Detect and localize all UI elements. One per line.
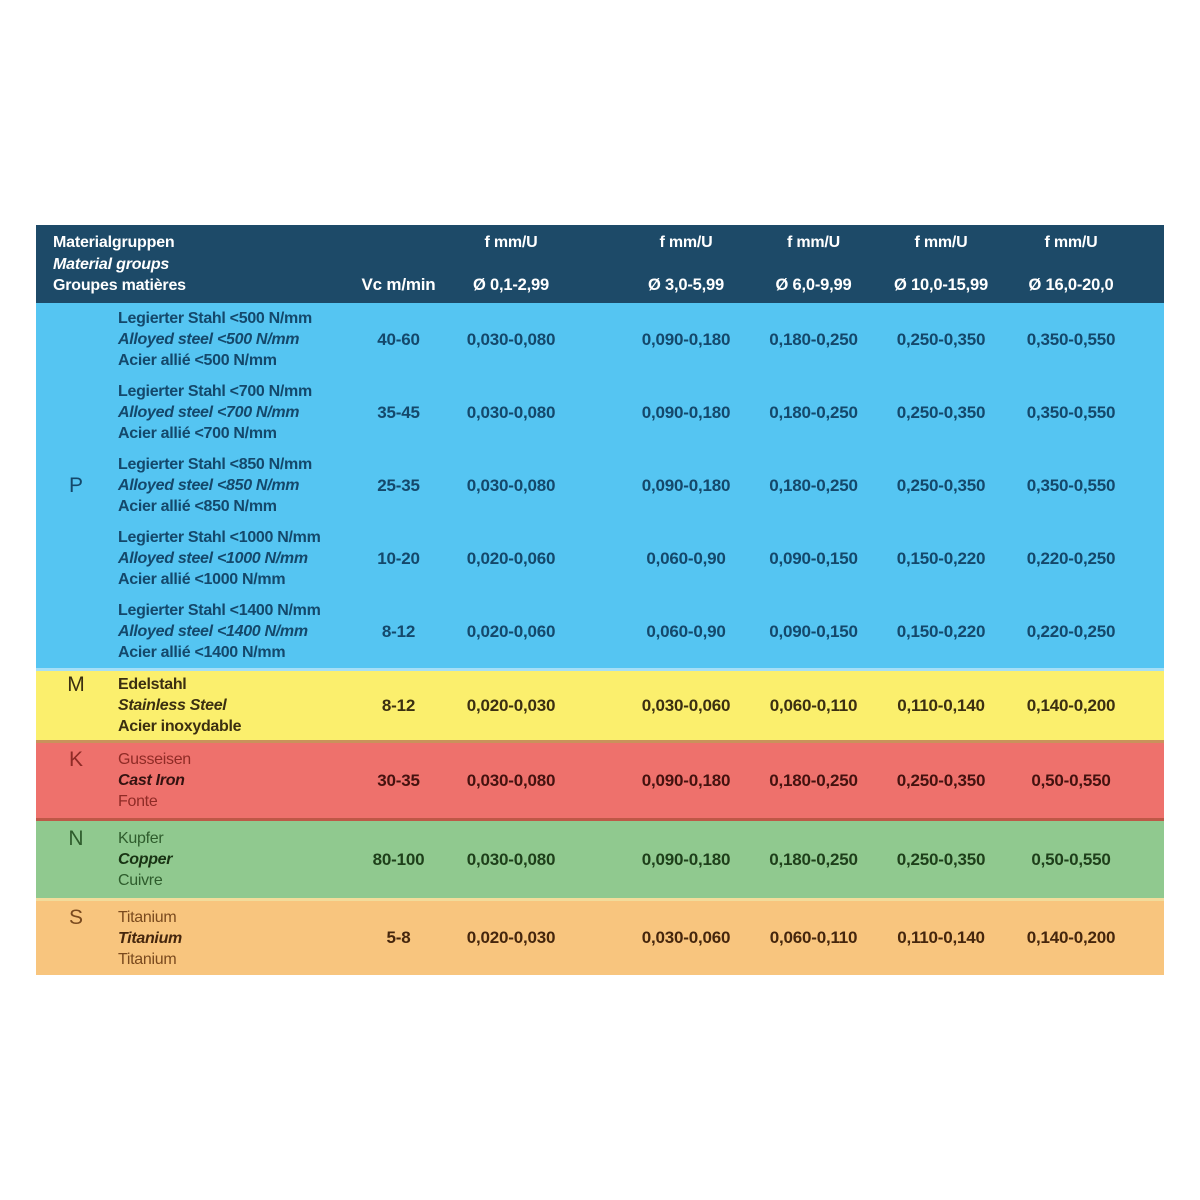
feed-value-d1: 0,030-0,080 [466,770,556,790]
material-name-fr: Acier allié <700 N/mm [118,425,277,442]
material-label [116,749,341,812]
feed-value-d1: 0,020-0,030 [466,928,556,947]
table-header [36,225,1164,303]
feed-value-d2: 0,030-0,060 [641,928,731,947]
feed-value-d3: 0,180-0,250 [769,849,858,869]
material-name-en: Copper [118,851,173,868]
feed-unit-label: f mm/U [914,234,968,251]
vc-value: 8-12 [381,621,416,641]
vc-value: 25-35 [377,475,420,495]
feed-value-d5: 0,220-0,250 [1026,548,1116,568]
header-feed-col-3 [751,225,876,303]
material-label [116,600,341,663]
feed-value-d2: 0,060-0,90 [646,548,726,568]
material-name-fr: Acier inoxydable [118,718,242,735]
material-label [116,828,341,891]
table-row [116,449,1164,522]
feed-value-d4: 0,250-0,350 [896,329,986,349]
feed-value-d2: 0,030-0,060 [641,695,731,715]
feed-value-d1: 0,030-0,080 [466,402,556,422]
feed-value-d2: 0,060-0,90 [646,621,726,641]
vc-value: 40-60 [377,329,420,349]
material-name-en: Alloyed steel <700 N/mm [118,404,300,421]
feed-value-d1: 0,030-0,080 [466,475,556,495]
feed-value-d4: 0,110-0,140 [897,928,985,947]
diameter-range-label: Ø 16,0-20,0 [1028,276,1114,294]
material-name-en: Cast Iron [118,772,185,789]
group-letter-col [36,901,116,975]
material-name-en: Alloyed steel <500 N/mm [118,331,300,348]
feed-value-d3: 0,060-0,110 [769,695,858,715]
table-row [116,303,1164,376]
group-letter-col [36,743,116,818]
material-group-p [36,303,1164,668]
group-letter: M [67,673,85,696]
material-label [116,381,341,444]
feed-value-d3: 0,180-0,250 [769,329,858,349]
spacer [566,225,621,303]
diameter-range-label: Ø 3,0-5,99 [648,276,724,294]
material-name-de: Kupfer [118,830,164,847]
table-row [116,671,1164,740]
table-row [116,522,1164,595]
diameter-range-label: Ø 10,0-15,99 [894,276,988,294]
material-label [116,308,341,371]
material-name-de: Edelstahl [118,676,187,693]
material-name-de: Legierter Stahl <1000 N/mm [118,529,321,546]
header-title-fr: Groupes matières [53,277,186,294]
header-vc-label: Vc m/min [361,275,436,294]
material-name-fr: Acier allié <850 N/mm [118,498,277,515]
feed-value-d3: 0,180-0,250 [769,402,858,422]
group-letter: K [68,748,83,771]
material-name-fr: Acier allié <1400 N/mm [118,644,286,661]
material-label [116,907,341,970]
diameter-range-label: Ø 0,1-2,99 [473,276,549,294]
feed-value-d2: 0,090-0,180 [641,770,731,790]
feed-value-d1: 0,020-0,060 [466,548,556,568]
feed-value-d4: 0,250-0,350 [896,849,986,869]
vc-value: 8-12 [381,695,416,715]
group-letter: P [68,474,83,497]
feed-value-d1: 0,020-0,060 [466,621,556,641]
material-name-fr: Titanium [118,950,177,968]
vc-value: 5-8 [386,928,411,947]
group-letter-col [36,671,116,740]
feed-rate-table [36,225,1164,975]
feed-value-d5: 0,140-0,200 [1026,928,1116,947]
feed-value-d1: 0,030-0,080 [466,329,556,349]
feed-value-d3: 0,090-0,150 [769,621,858,641]
feed-value-d4: 0,250-0,350 [896,475,986,495]
feed-value-d1: 0,030-0,080 [466,849,556,869]
table-row [116,821,1164,898]
feed-value-d1: 0,020-0,030 [466,695,556,715]
feed-value-d5: 0,350-0,550 [1026,329,1116,349]
material-label [116,674,341,737]
material-name-de: Legierter Stahl <500 N/mm [118,310,312,327]
material-group-n [36,821,1164,898]
diameter-range-label: Ø 6,0-9,99 [775,276,852,294]
material-group-m [36,671,1164,740]
material-name-en: Titanium [118,929,182,947]
feed-value-d5: 0,140-0,200 [1026,695,1116,715]
feed-value-d3: 0,060-0,110 [769,928,858,947]
feed-value-d4: 0,150-0,220 [896,621,986,641]
material-name-de: Titanium [118,908,177,926]
vc-value: 30-35 [377,770,420,790]
group-letter-col [36,303,116,668]
feed-value-d2: 0,090-0,180 [641,475,731,495]
material-name-en: Stainless Steel [118,697,227,714]
feed-value-d5: 0,220-0,250 [1026,621,1116,641]
feed-value-d2: 0,090-0,180 [641,849,731,869]
feed-value-d3: 0,180-0,250 [769,770,858,790]
feed-value-d2: 0,090-0,180 [641,329,731,349]
header-feed-col-2 [621,225,751,303]
feed-value-d2: 0,090-0,180 [641,402,731,422]
material-name-de: Legierter Stahl <700 N/mm [118,383,312,400]
material-name-fr: Fonte [118,793,158,810]
material-label [116,527,341,590]
material-name-en: Alloyed steel <850 N/mm [118,477,300,494]
feed-value-d3: 0,090-0,150 [769,548,858,568]
feed-value-d4: 0,250-0,350 [896,770,986,790]
feed-value-d4: 0,150-0,220 [896,548,986,568]
header-feed-col-1 [456,225,566,303]
table-row [116,901,1164,975]
feed-unit-label: f mm/U [1044,234,1098,251]
feed-value-d5: 0,350-0,550 [1026,475,1116,495]
feed-value-d4: 0,110-0,140 [897,695,985,715]
feed-unit-label: f mm/U [786,234,841,251]
material-name-de: Gusseisen [118,751,191,768]
material-name-en: Alloyed steel <1400 N/mm [118,623,308,640]
header-title-en: Material groups [53,255,170,273]
table-row [116,595,1164,668]
feed-unit-label: f mm/U [484,234,538,251]
feed-value-d5: 0,350-0,550 [1026,402,1116,422]
material-group-s [36,901,1164,975]
header-title-de: Materialgruppen [53,234,175,251]
header-material-groups [36,225,341,303]
material-name-fr: Acier allié <500 N/mm [118,352,277,369]
material-name-fr: Cuivre [118,872,163,889]
group-letter-col [36,821,116,898]
header-feed-col-4 [876,225,1006,303]
material-group-k [36,743,1164,818]
table-row [116,376,1164,449]
feed-value-d5: 0,50-0,550 [1031,849,1111,869]
table-row [116,743,1164,818]
material-name-de: Legierter Stahl <1400 N/mm [118,602,321,619]
feed-value-d3: 0,180-0,250 [769,475,858,495]
feed-unit-label: f mm/U [659,234,713,251]
material-name-fr: Acier allié <1000 N/mm [118,571,286,588]
group-letter: S [68,905,83,929]
material-label [116,454,341,517]
header-feed-col-5 [1006,225,1136,303]
group-letter: N [68,827,84,850]
vc-value: 80-100 [372,849,425,869]
material-name-en: Alloyed steel <1000 N/mm [118,550,308,567]
vc-value: 35-45 [377,402,420,422]
vc-value: 10-20 [377,548,420,568]
feed-value-d5: 0,50-0,550 [1031,770,1111,790]
material-name-de: Legierter Stahl <850 N/mm [118,456,312,473]
feed-value-d4: 0,250-0,350 [896,402,986,422]
